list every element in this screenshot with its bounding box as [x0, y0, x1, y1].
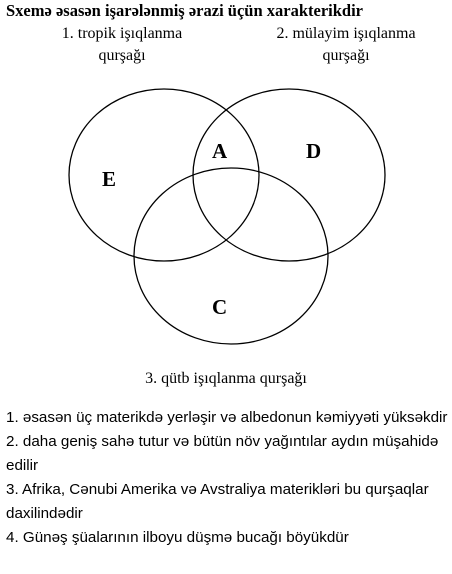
circle-label-polar: 3. qütb işıqlanma qurşağı — [145, 370, 307, 387]
region-c: C — [212, 295, 228, 319]
statement-3: 3. Afrika, Cənubi Amerika və Avstraliya materikləri bu qurşaqlar daxilindədir — [6, 481, 429, 522]
statement-1: 1. əsasən üç materikdə yerləşir və albedonun kəmiyyəti yüksəkdir — [6, 409, 448, 426]
region-d: D — [306, 139, 322, 163]
circle-label-tropical-line2: qurşağı — [98, 47, 146, 64]
circle-label-tropical-line1: 1. tropik işıqlanma — [61, 25, 183, 42]
circle-polar — [134, 168, 328, 344]
question-title: Sxemə əsasən işarələnmiş ərazi üçün xarakterikdir — [6, 1, 363, 20]
statement-4: 4. Günəş şüalarının ilboyu düşmə bucağı böyükdür — [6, 529, 349, 546]
circle-tropical — [69, 89, 259, 261]
circle-temperate — [193, 89, 385, 261]
region-e: E — [102, 167, 117, 191]
region-a: A — [212, 139, 228, 163]
circle-label-temperate-line1: 2. mülayim işıqlanma — [276, 25, 416, 42]
statement-list — [6, 406, 452, 550]
statement-2: 2. daha geniş sahə tutur və bütün növ yağıntılar aydın müşahidə edilir — [6, 433, 439, 474]
circle-label-temperate-line2: qurşağı — [322, 47, 370, 64]
